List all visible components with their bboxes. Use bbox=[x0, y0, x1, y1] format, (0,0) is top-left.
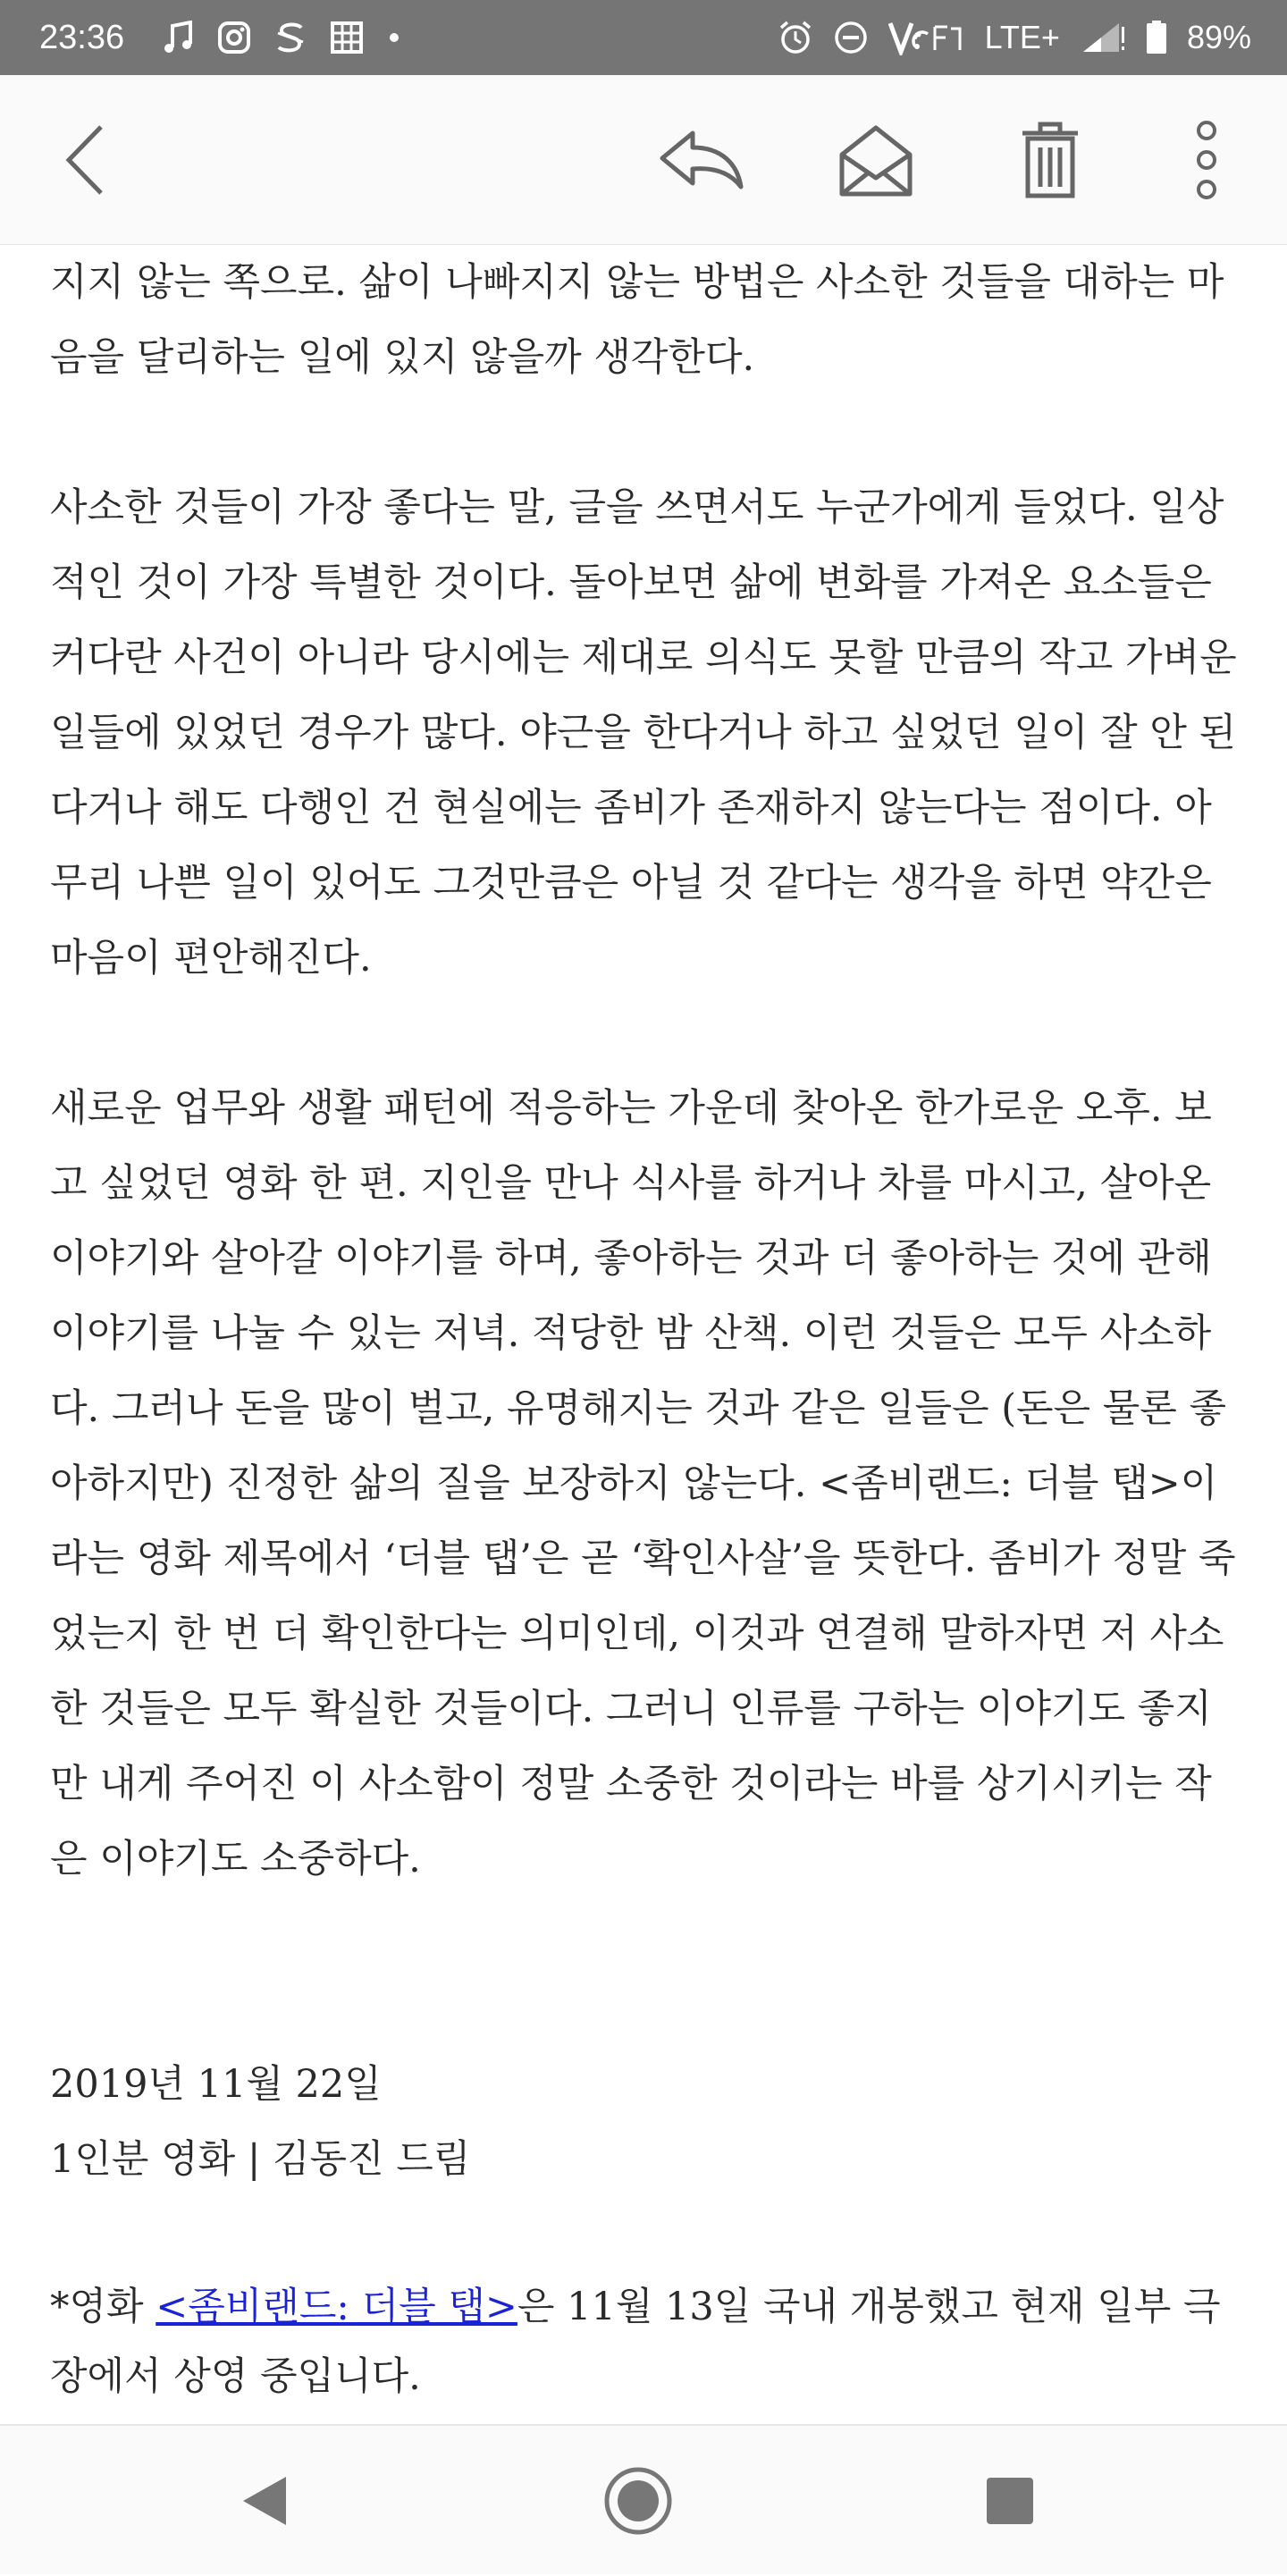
status-bar bbox=[0, 0, 1287, 75]
battery-percent: 89% bbox=[1186, 19, 1251, 55]
signal-icon bbox=[1080, 20, 1126, 55]
nav-recents-square-icon bbox=[985, 2476, 1035, 2526]
reply-icon bbox=[657, 124, 746, 196]
volte-icon bbox=[888, 20, 965, 55]
open-envelope-icon bbox=[838, 122, 913, 198]
nav-home-button[interactable] bbox=[576, 2426, 701, 2576]
mark-unread-button[interactable] bbox=[822, 75, 930, 245]
more-vertical-icon bbox=[1193, 120, 1220, 200]
back-button[interactable] bbox=[36, 75, 134, 245]
signature-date: 2019년 11월 22일 bbox=[50, 2062, 382, 2107]
instagram-icon bbox=[217, 21, 251, 55]
chevron-left-icon bbox=[58, 120, 112, 200]
status-time: 23:36 bbox=[39, 18, 125, 56]
dot-icon bbox=[387, 30, 401, 45]
music-icon bbox=[164, 21, 194, 55]
film-title-link[interactable]: <좀비랜드: 더블 탭> bbox=[156, 2285, 517, 2329]
nav-recents-button[interactable] bbox=[947, 2426, 1072, 2576]
article-paragraph: 지지 않는 쪽으로. 삶이 나빠지지 않는 방법은 사소한 것들을 대하는 마음을 달리하는 일에 있지 않을까 생각한다. bbox=[50, 260, 1224, 380]
footnote-prefix: *영화 bbox=[50, 2285, 156, 2329]
reply-button[interactable] bbox=[644, 75, 760, 245]
article-paragraph: 새로운 업무와 생활 패턴에 적응하는 가운데 찾아온 한가로운 오후. 보고 싶었던 영화 한 편. 지인을 만나 식사를 하거나 차를 마시고, 살아온 이야기와 살아갈 이야기를 하며, 좋아하는 것과 더 좋아하는 것에 관해 이야기를 나눌 수 있는 저녁. 적당한 밤 산책. 이런 것들은 모두 사소하다. 그러나 돈을 많이 벌고, 유명해지는 것과 같은 일들은 (돈은 물론 좋아하지만) 진정한 삶의 질을 보장하지 않는다. <좀비랜드: 더블 탭>이라는 영화 제목에서 ‘더블 탭’은 곧 ‘확인사살’을 뜻한다. 좀비가 정말 죽었는지 한 번 더 확인한다는 의미인데, 이것과 연결해 말하자면 저 사소한 것들은 모두 확실한 것들이다. 그러니 인류를 구하는 이야기도 좋지만 내게 주어진 이 사소함이 정말 소중한 것이라는 바를 상기시키는 작은 이야기도 소중하다. bbox=[50, 1086, 1236, 1881]
battery-icon bbox=[1146, 20, 1167, 55]
footnote bbox=[50, 2272, 1237, 2412]
alarm-icon bbox=[778, 20, 813, 55]
signature bbox=[50, 2047, 1237, 2197]
signature-author: 1인분 영화 | 김동진 드림 bbox=[50, 2137, 471, 2182]
nav-back-triangle-icon bbox=[240, 2473, 290, 2529]
delete-button[interactable] bbox=[1001, 75, 1099, 245]
more-options-button[interactable] bbox=[1162, 75, 1251, 245]
email-toolbar bbox=[0, 75, 1287, 245]
notification-icons bbox=[164, 21, 401, 55]
footnote-suffix: 은 11월 13일 국내 개봉했고 현재 일부 극장에서 상영 중입니다. bbox=[50, 2285, 1221, 2399]
email-body bbox=[0, 245, 1287, 2422]
nav-home-circle-icon bbox=[602, 2465, 674, 2537]
system-status-icons bbox=[778, 19, 1251, 56]
nav-back-button[interactable] bbox=[202, 2426, 327, 2576]
system-nav-bar bbox=[0, 2424, 1287, 2574]
s-app-icon bbox=[274, 21, 307, 55]
do-not-disturb-icon bbox=[833, 20, 869, 55]
network-type: LTE+ bbox=[984, 19, 1060, 55]
gallery-icon bbox=[330, 21, 364, 55]
article-paragraph: 사소한 것들이 가장 좋다는 말, 글을 쓰면서도 누군가에게 들었다. 일상적인 것이 가장 특별한 것이다. 돌아보면 삶에 변화를 가져온 요소들은 커다란 사건이 아니라 당시에는 제대로 의식도 못할 만큼의 작고 가벼운 일들에 있었던 경우가 많다. 야근을 한다거나 하고 싶었던 일이 잘 안 된다거나 해도 다행인 건 현실에는 좀비가 존재하지 않는다는 점이다. 아무리 나쁜 일이 있어도 그것만큼은 아닐 것 같다는 생각을 하면 약간은 마음이 편안해진다. bbox=[50, 485, 1237, 981]
trash-icon bbox=[1019, 121, 1081, 199]
